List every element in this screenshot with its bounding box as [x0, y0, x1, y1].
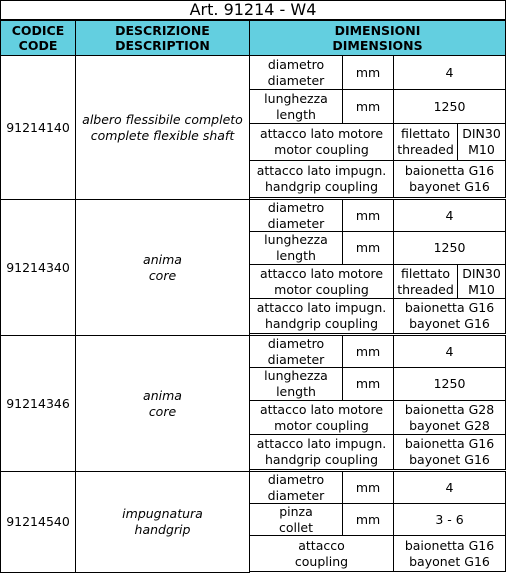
dimension-label-line: length: [276, 384, 316, 399]
code-cell: [0, 471, 76, 573]
dimension-value: [393, 367, 506, 401]
dimension-value-line: 3 - 6: [435, 511, 464, 527]
dimension-label-line: lunghezza: [264, 232, 328, 247]
code-cell-text: 91214140: [6, 119, 70, 135]
unit-cell-text: mm: [355, 376, 381, 391]
dimension-value-line: filettato: [400, 265, 451, 281]
dimension-label-line: diametro: [267, 471, 325, 487]
unit-cell-text: mm: [355, 64, 381, 80]
dimension-extra-line: M10: [468, 142, 495, 157]
dimension-label: [249, 503, 343, 536]
dimension-label-line: diameter: [267, 72, 325, 88]
dimension-label-line: lunghezza: [264, 90, 328, 106]
unit-cell: [342, 231, 394, 265]
dimension-value-line: 1250: [433, 376, 466, 391]
unit-cell-text: mm: [355, 207, 381, 223]
header-dimensions: [249, 20, 506, 56]
dimension-label-line: handgrip coupling: [264, 452, 379, 467]
unit-cell: [342, 367, 394, 401]
dimension-label: [249, 400, 394, 435]
dimension-label-line: attacco lato impugn.: [256, 163, 387, 178]
code-cell: [0, 55, 76, 200]
dimension-label: [249, 471, 343, 504]
header-code-it: CODICE: [11, 23, 65, 38]
description-cell: [75, 335, 250, 472]
dimension-value-line: baionetta G28: [404, 401, 495, 417]
dimension-value: [393, 471, 506, 504]
dimension-label-line: attacco lato motore: [259, 401, 384, 417]
dimension-value: [393, 298, 506, 334]
dimension-value-line: threaded: [397, 142, 454, 157]
unit-cell: [342, 89, 394, 124]
description-cell: [75, 55, 250, 200]
dimension-label: [249, 89, 343, 124]
dimension-value-line: bayonet G16: [409, 452, 490, 467]
unit-cell-text: mm: [355, 479, 381, 495]
dimension-label-line: pinza: [279, 503, 313, 519]
dimension-label-line: attacco: [298, 537, 345, 553]
description-cell: [75, 471, 250, 573]
header-dimensions-it: DIMENSIONI: [334, 23, 421, 38]
page-title: Art. 91214 - W4: [0, 0, 506, 20]
dimension-value: [393, 535, 506, 572]
dimension-extra: [457, 123, 506, 161]
description-cell-line: core: [148, 403, 177, 419]
dimension-value: [393, 199, 506, 232]
dimension-value-line: baionetta G16: [404, 163, 495, 178]
dimension-label: [249, 55, 343, 90]
dimension-value-line: bayonet G16: [409, 553, 490, 569]
dimension-value: [393, 160, 506, 198]
dimension-label-line: collet: [278, 519, 314, 535]
dimension-value: [393, 434, 506, 470]
dimension-extra-line: DIN30: [462, 126, 501, 141]
description-cell-line: anima: [143, 387, 182, 403]
dimension-value-line: baionetta G16: [404, 300, 495, 315]
dimension-value: [393, 400, 506, 435]
dimension-label-line: attacco lato impugn.: [256, 300, 387, 315]
dimension-label-line: diameter: [267, 215, 325, 231]
dimension-label: [249, 535, 394, 572]
dimension-value-line: bayonet G16: [409, 316, 490, 331]
dimension-value-line: baionetta G16: [404, 537, 495, 553]
dimension-label: [249, 298, 394, 334]
unit-cell: [342, 503, 394, 536]
dimension-label-line: diametro: [267, 335, 325, 351]
description-cell-line: core: [148, 267, 177, 283]
dimension-extra-line: DIN30: [462, 265, 501, 281]
dimension-label-line: diametro: [267, 56, 325, 72]
header-dimensions-en: DIMENSIONS: [332, 38, 423, 53]
dimension-value-line: 1250: [433, 240, 466, 255]
dimension-value: [393, 264, 458, 299]
unit-cell-text: mm: [355, 511, 381, 527]
dimension-value: [393, 89, 506, 124]
unit-cell: [342, 199, 394, 232]
dimension-label-line: attacco lato motore: [259, 265, 384, 281]
dimension-label-line: motor coupling: [274, 142, 369, 157]
header-description-en: DESCRIPTION: [115, 38, 210, 53]
unit-cell: [342, 55, 394, 90]
unit-cell-text: mm: [355, 240, 381, 255]
dimension-label: [249, 367, 343, 401]
header-description: [75, 20, 250, 56]
description-cell-line: handgrip: [134, 522, 191, 537]
dimension-value-line: filettato: [400, 126, 451, 141]
dimension-label-line: handgrip coupling: [264, 316, 379, 331]
dimension-label-line: attacco lato impugn.: [256, 436, 387, 451]
code-cell-text: 91214340: [6, 259, 70, 275]
dimension-value-line: 4: [445, 343, 454, 359]
description-cell-line: complete flexible shaft: [90, 127, 235, 143]
dimension-label: [249, 160, 394, 198]
dimension-value-line: threaded: [397, 281, 454, 297]
dimension-value-line: 4: [445, 64, 454, 80]
dimension-value: [393, 335, 506, 368]
description-cell-line: anima: [143, 251, 182, 267]
dimension-label-line: motor coupling: [274, 417, 369, 433]
code-cell: [0, 335, 76, 472]
description-cell: [75, 199, 250, 336]
description-cell-line: albero flessibile completo: [82, 111, 243, 127]
unit-cell: [342, 471, 394, 504]
dimension-value-line: 4: [445, 207, 454, 223]
dimension-label-line: lunghezza: [264, 368, 328, 383]
dimension-label-line: diameter: [267, 487, 325, 503]
description-cell-line: impugnatura: [122, 506, 203, 521]
unit-cell-text: mm: [355, 98, 381, 114]
dimension-value-line: 1250: [433, 98, 466, 114]
header-description-it: DESCRIZIONE: [115, 23, 210, 38]
dimension-extra-line: M10: [468, 281, 495, 297]
dimension-label-line: diameter: [267, 351, 325, 367]
dimension-label-line: coupling: [294, 553, 349, 569]
code-cell: [0, 199, 76, 336]
dimension-value: [393, 55, 506, 90]
code-cell-text: 91214346: [6, 395, 70, 411]
dimension-label-line: motor coupling: [274, 281, 369, 297]
dimension-label: [249, 123, 394, 161]
dimension-label: [249, 231, 343, 265]
header-code-en: CODE: [18, 38, 58, 53]
dimension-value-line: baionetta G16: [404, 436, 495, 451]
dimension-label-line: diametro: [267, 199, 325, 215]
unit-cell-text: mm: [355, 343, 381, 359]
dimension-value-line: 4: [445, 479, 454, 495]
dimension-value: [393, 231, 506, 265]
header-code: [0, 20, 76, 56]
dimension-label-line: attacco lato motore: [259, 126, 384, 141]
dimension-label: [249, 199, 343, 232]
dimension-value-line: bayonet G28: [409, 417, 490, 433]
dimension-value: [393, 503, 506, 536]
dimension-label-line: handgrip coupling: [264, 179, 379, 194]
dimension-label: [249, 434, 394, 470]
dimension-label: [249, 335, 343, 368]
dimension-label: [249, 264, 394, 299]
dimension-extra: [457, 264, 506, 299]
dimension-value-line: bayonet G16: [409, 179, 490, 194]
dimension-value: [393, 123, 458, 161]
dimension-label-line: length: [276, 106, 316, 122]
dimension-label-line: length: [276, 248, 316, 263]
unit-cell: [342, 335, 394, 368]
code-cell-text: 91214540: [6, 514, 70, 529]
